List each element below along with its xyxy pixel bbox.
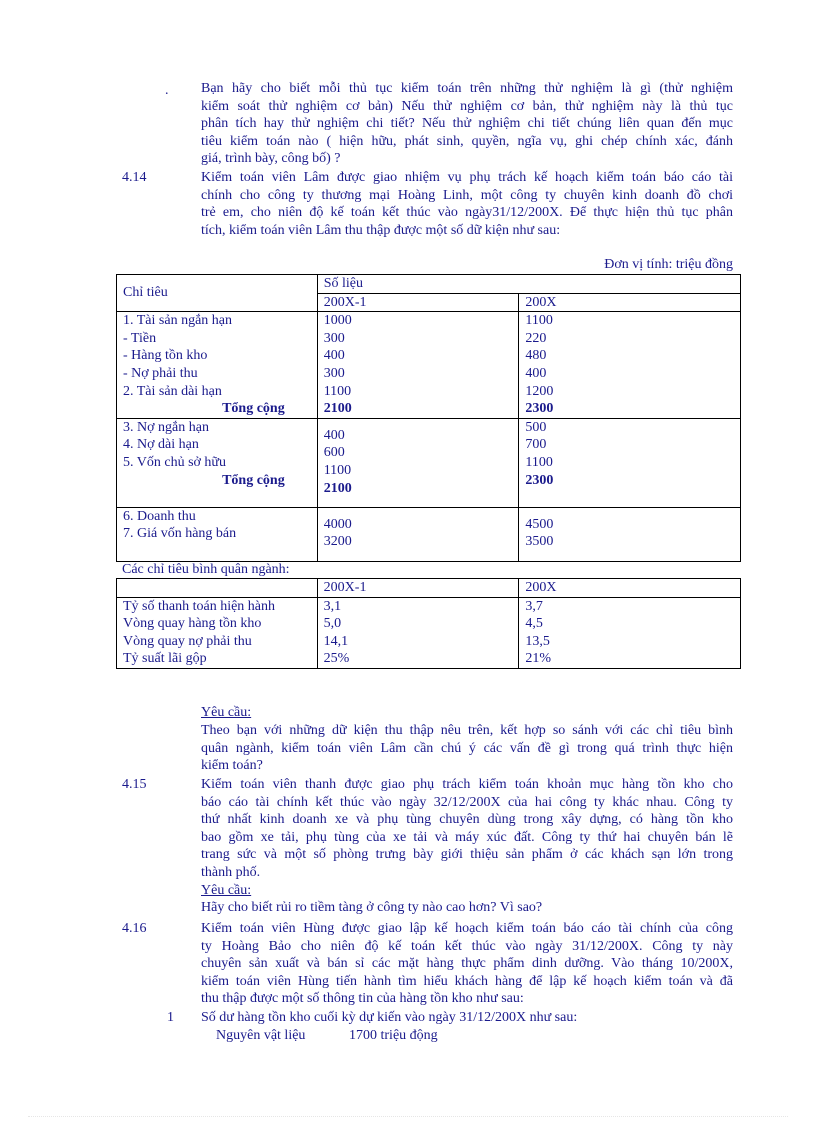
cell-line: 5. Vốn chủ sở hữu <box>123 454 227 470</box>
cell-line: 3. Nợ ngắn hạn <box>123 419 209 435</box>
label-cell <box>117 312 318 419</box>
table-row <box>117 418 741 507</box>
cell-line: - Tiền <box>123 330 157 346</box>
question-4-15-text <box>201 776 733 917</box>
unit-label: Đơn vị tính: triệu đồng <box>604 257 733 272</box>
cell-line: Tỷ số thanh toán hiện hành <box>123 598 276 614</box>
cell-line: 1200 <box>525 383 554 399</box>
value-cell <box>519 418 741 507</box>
label-cell <box>117 418 318 507</box>
text-line: trẻ em, cho niên độ kế toán kết thúc vào ngày31/12/200X. Để thực hiện thủ tục phân <box>201 205 733 221</box>
text-line: chính cho công ty thương mại Hoàng Linh, một công ty chuyên kinh doanh đồ chơi <box>201 187 733 203</box>
question-number: 4.15 <box>122 777 147 792</box>
requirement-text <box>201 722 733 775</box>
cell-line: 1100 <box>525 313 553 329</box>
item-number: 1 <box>167 1010 174 1025</box>
value-cell <box>519 597 741 668</box>
label-cell <box>117 507 318 561</box>
total-value: 2300 <box>525 472 554 488</box>
text-line: Kiểm toán viên thanh được giao phụ trách kiểm toán khoản mục hàng tồn kho cho <box>201 777 733 792</box>
header-empty <box>117 579 318 598</box>
cell-line: Tỷ suất lãi gộp <box>123 651 207 667</box>
text-line: Bạn hãy cho biết mỗi thủ tục kiểm toán trên những thử nghiệm là gì (thử nghiệm <box>201 81 733 96</box>
text-line: tích, kiểm toán viên Lâm thu thập được một số dữ kiện như sau: <box>201 222 561 238</box>
cell-line: 1100 <box>525 454 553 470</box>
header-year-2: 200X <box>519 579 741 598</box>
item-text: Số dư hàng tồn kho cuối kỳ dự kiến vào ngày 31/12/200X như sau: <box>201 1010 578 1025</box>
cell-line: 5,0 <box>323 616 342 632</box>
cell-line: 4500 <box>525 516 554 532</box>
cell-line: 500 <box>525 419 547 435</box>
text-line: thu thập được một số thông tin của hàng tồn kho như sau: <box>201 991 524 1007</box>
cell-line: - Nợ phải thu <box>123 365 198 381</box>
text-line: trang sức và một số phòng trưng bày giới thiệu sản phẩm ở các khách sạn lớn trong <box>201 847 733 863</box>
industry-average-title: Các chỉ tiêu bình quân ngành: <box>122 562 290 577</box>
page-divider <box>28 1116 788 1117</box>
label-cell <box>117 597 318 668</box>
header-year-2: 200X <box>519 293 741 312</box>
cell-line: 300 <box>323 365 345 381</box>
text-line: thứ nhất kinh doanh xe và phụ tùng chuyên dùng trong xây dựng, có hàng tồn kho <box>201 812 733 828</box>
value-cell <box>519 507 741 561</box>
cell-line: 1100 <box>323 462 352 478</box>
material-value: 1700 triệu động <box>349 1028 438 1043</box>
bullet-marker: . <box>165 83 169 98</box>
financial-data-table <box>116 274 741 562</box>
cell-line: 3200 <box>323 534 352 550</box>
text-line: ty Hoàng Bảo cho niên độ kế toán kết thúc vào ngày 31/12/200X. Công ty này <box>201 938 733 954</box>
text-line: thành phố. <box>201 864 261 880</box>
cell-line: 3500 <box>525 534 554 550</box>
cell-line: 7. Giá vốn hàng bán <box>123 526 237 542</box>
text-line: báo cáo tài chính kết thúc vào ngày 32/12/200X của hai công ty khác nhau. Công ty <box>201 794 733 810</box>
cell-line: 1000 <box>323 313 352 329</box>
table-row <box>117 579 741 598</box>
total-label: Tổng cộng <box>222 472 285 488</box>
requirement-title: Yêu cầu: <box>201 705 252 720</box>
header-data: Số liệu <box>317 275 740 294</box>
cell-line: 4. Nợ dài hạn <box>123 437 199 453</box>
text-line: quân ngành, kiểm toán viên Lâm cần chú ý các vấn đề gì trong quá trình thực hiện <box>201 740 733 756</box>
question-4-14-text <box>201 169 733 239</box>
text-line: kiểm soát thử nghiệm cơ bản) Nếu thử nghiệm cơ bản, thử nghiệm này là thủ tục <box>201 98 733 114</box>
text-line: chuyên sản xuất và bán sỉ các mặt hàng thực phẩm dinh dưỡng. Vào tháng 10/200X, <box>201 956 733 972</box>
header-indicator: Chỉ tiêu <box>117 275 318 312</box>
total-label: Tổng cộng <box>222 401 285 417</box>
cell-line: 14,1 <box>323 633 349 649</box>
text-line: kiểm toán? <box>201 758 263 774</box>
cell-line: 400 <box>323 427 345 443</box>
requirement-title: Yêu cầu: <box>201 882 252 898</box>
industry-average-table <box>116 578 741 669</box>
question-number: 4.16 <box>122 921 147 936</box>
requirement-text: Hãy cho biết rủi ro tiềm tàng ở công ty nào cao hơn? Vì sao? <box>201 900 543 916</box>
text-line: Theo bạn với những dữ kiện thu thập nêu trên, kết hợp so sánh với các chỉ tiêu bình <box>201 723 733 738</box>
text-line: bao gồm xe tải, phụ tùng của xe tải và máy xúc đất. Công ty thứ hai chuyên bán lẽ <box>201 829 733 845</box>
cell-line: 1100 <box>323 383 352 399</box>
cell-line: 300 <box>323 330 345 346</box>
cell-line: 13,5 <box>525 633 550 649</box>
text-line: kiểm toán viên Hùng tiến hành tìm hiểu khách hàng để lập kế hoạch kiểm toán và đã <box>201 973 733 989</box>
header-year-1: 200X-1 <box>317 579 519 598</box>
value-cell <box>317 597 519 668</box>
cell-line: 4,5 <box>525 616 543 632</box>
cell-line: 4000 <box>323 516 352 532</box>
total-value: 2100 <box>323 480 352 496</box>
text-line: phân tích hay thử nghiệm chi tiết? Nếu thử nghiệm chi tiết chúng liên quan đến mục <box>201 116 733 132</box>
value-cell <box>317 418 519 507</box>
value-cell <box>317 312 519 419</box>
cell-line: Vòng quay nợ phải thu <box>123 633 252 649</box>
text-line: tiêu kiểm toán nào ( hiện hữu, phát sinh, quyền, ngĩa vụ, ghi chép chính xác, đánh <box>201 133 733 149</box>
cell-line: 3,7 <box>525 598 543 614</box>
material-label: Nguyên vật liệu <box>216 1028 306 1043</box>
cell-line: 2. Tài sản dài hạn <box>123 383 222 399</box>
cell-line: 600 <box>323 445 345 461</box>
cell-line: 3,1 <box>323 598 342 614</box>
cell-line: 1. Tài sản ngắn hạn <box>123 313 232 329</box>
text-line: Kiểm toán viên Lâm được giao nhiệm vụ phụ trách kế hoạch kiểm toán báo cáo tài <box>201 170 733 185</box>
value-cell <box>317 507 519 561</box>
cell-line: 21% <box>525 651 552 667</box>
cell-line: 25% <box>323 651 350 667</box>
cell-line: 480 <box>525 348 547 364</box>
table-row <box>117 312 741 419</box>
total-value: 2100 <box>323 401 352 417</box>
cell-line: Vòng quay hàng tồn kho <box>123 616 262 632</box>
header-year-1: 200X-1 <box>317 293 519 312</box>
text-line: giá, trình bày, công bố) ? <box>201 151 341 167</box>
cell-line: 400 <box>323 348 345 364</box>
total-value: 2300 <box>525 401 554 417</box>
text-line: Kiểm toán viên Hùng được giao lập kế hoạch kiểm toán báo cáo tài chính của công <box>201 921 733 936</box>
question-number: 4.14 <box>122 170 147 185</box>
question-4-13-text <box>201 80 733 168</box>
table-row <box>117 507 741 561</box>
value-cell <box>519 312 741 419</box>
cell-line: 6. Doanh thu <box>123 508 196 524</box>
cell-line: - Hàng tồn kho <box>123 348 208 364</box>
cell-line: 700 <box>525 437 547 453</box>
table-row <box>117 597 741 668</box>
cell-line: 220 <box>525 330 547 346</box>
question-4-16-text <box>201 920 733 1008</box>
cell-line: 400 <box>525 365 547 381</box>
